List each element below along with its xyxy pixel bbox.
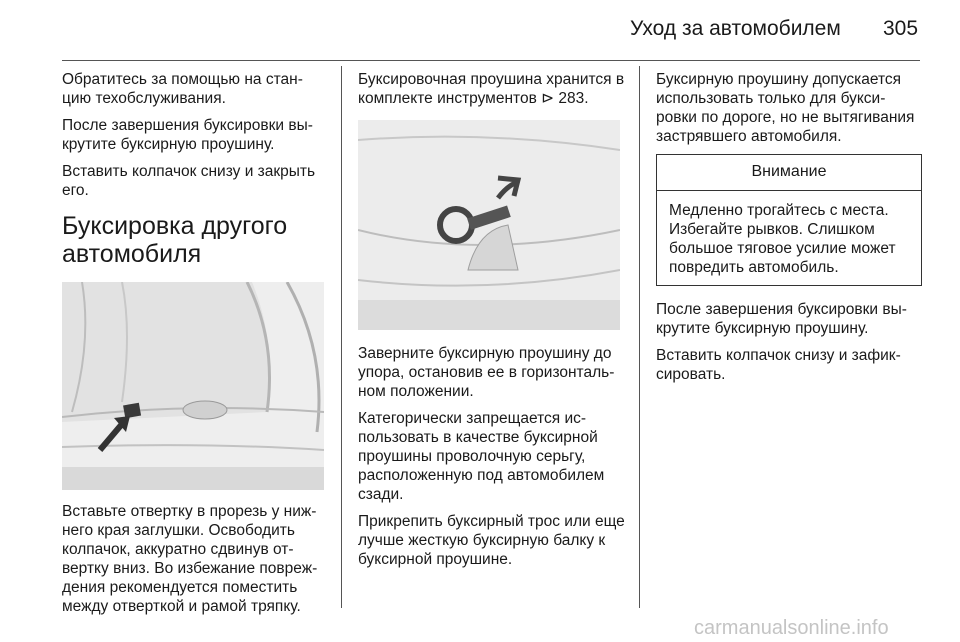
paragraph: Обратитесь за помощью на стан-цию техобслуживания. (62, 71, 303, 107)
column-divider (341, 66, 342, 608)
column-3 (656, 70, 922, 392)
column-1 (62, 70, 328, 624)
paragraph: Вставить колпачок снизу и зафик-сировать. (656, 347, 901, 383)
warning-text: Медленно трогайтесь с места. Избегайте рывков. Слишком большое тяговое усилие может повредить автомобиль. (669, 202, 896, 276)
column-2 (358, 70, 626, 577)
bumper-cap-illustration (62, 282, 324, 490)
paragraph: Категорически запрещается ис-пользовать в качестве буксирной проушины проволочную серьгу, расположенную под автомобилем сзади. (358, 410, 605, 503)
column-divider (639, 66, 640, 608)
page-number: 305 (883, 17, 919, 40)
warning-body (657, 191, 921, 285)
paragraph: После завершения буксировки вы-крутите буксирную проушину. (62, 117, 313, 153)
section-heading: Буксировка другого автомобиля (62, 212, 288, 268)
paragraph: Вставить колпачок снизу и закрыть его. (62, 163, 316, 199)
paragraph: Буксировочная проушина хранится в комплекте инструментов ⊳ 283. (358, 71, 625, 107)
paragraph: Буксирную проушину допускается использовать только для букси-ровки по дороге, но не вытягивания застрявшего автомобиля. (656, 71, 915, 145)
tow-eye-illustration (358, 120, 620, 330)
warning-box (656, 154, 922, 286)
paragraph: Заверните буксирную проушину до упора, остановив ее в горизонталь-ном положении. (358, 345, 615, 400)
header-rule (62, 60, 920, 61)
paragraph: После завершения буксировки вы-крутите буксирную проушину. (656, 301, 907, 337)
paragraph: Прикрепить буксирный трос или еще лучше жесткую буксирную балку к буксирной проушине. (358, 513, 625, 568)
section-title: Уход за автомобилем (630, 17, 841, 40)
warning-title: Внимание (657, 155, 921, 191)
paragraph: Вставьте отвертку в прорезь у ниж-него края заглушки. Освободить колпачок, аккуратно сдвинув от-вертку вниз. Во избежание повреж-дения рекомендуется поместить между отверткой и рамой тряпку. (62, 503, 318, 615)
watermark: carmanualsonline.info (694, 617, 889, 639)
page-header (0, 0, 960, 62)
